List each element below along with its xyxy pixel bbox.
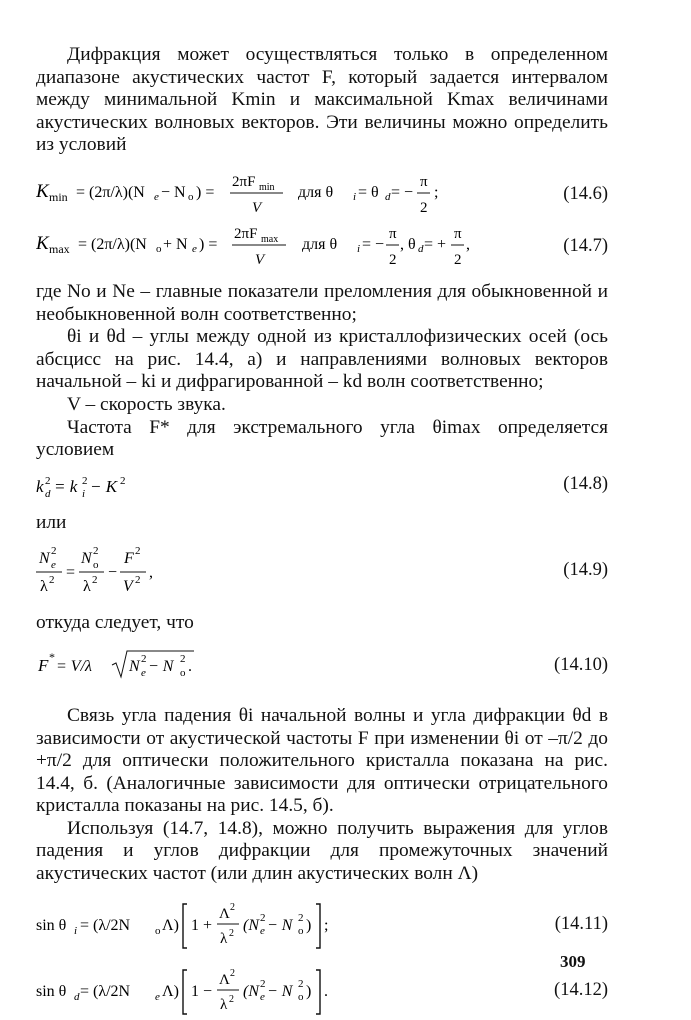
svg-text:= −: = − (362, 235, 385, 253)
paragraph-sound-speed: V – скорость звука. (67, 393, 226, 415)
svg-text:): ) (306, 982, 312, 1000)
svg-text:Λ: Λ (219, 971, 230, 988)
svg-text:2: 2 (298, 977, 304, 990)
svg-text:− N: − N (267, 982, 293, 1000)
svg-text:F: F (38, 655, 49, 675)
svg-text:= θ: = θ (358, 183, 379, 201)
svg-text:N: N (81, 550, 92, 568)
equation-number: (14.7) (563, 235, 608, 256)
svg-text:1 +: 1 + (191, 916, 213, 934)
svg-text:k: k (36, 476, 44, 496)
paragraph-using: Используя (14.7, 14.8), можно получить выражения для углов падения и углов дифракции для промежуточных значений акустических частот (или длин акустических волн Λ) (36, 817, 608, 885)
svg-text:max: max (261, 233, 279, 245)
svg-text:2: 2 (92, 574, 98, 587)
svg-text:) =: ) = (199, 235, 218, 253)
equation-14-6 (36, 169, 608, 215)
svg-text:o: o (155, 924, 161, 937)
svg-text:для θ: для θ (302, 235, 338, 253)
svg-text:e: e (260, 924, 265, 937)
equation-number: (14.6) (563, 183, 608, 204)
svg-text:d: d (418, 242, 424, 255)
paragraph-relation: Связь угла падения θi начальной волны и угла дифракции θd в зависимости от акустической частоты F при изменении θi от –π/2 до +π/2 для оптически положительного кристалла показана на рис. 14.4, б. (Аналогичные зависимости для оптически отрицательного кристалла показаны на рис. 14.5, б). (36, 704, 608, 817)
svg-text:= (λ/2N: = (λ/2N (80, 982, 131, 1000)
equation-number: (14.11) (554, 913, 608, 934)
svg-text:;: ; (434, 183, 439, 201)
svg-text:2: 2 (51, 545, 57, 558)
svg-text:o: o (180, 666, 186, 679)
svg-text:1 −: 1 − (191, 982, 213, 1000)
svg-text:+ N: + N (163, 235, 188, 253)
svg-text:V: V (252, 199, 262, 215)
svg-text:2: 2 (260, 977, 266, 990)
equation-14-6-formula (36, 169, 516, 215)
svg-text:для θ: для θ (298, 183, 334, 201)
equation-number: (14.12) (554, 979, 608, 1000)
svg-text:π: π (420, 173, 428, 190)
svg-text:N: N (39, 550, 50, 568)
svg-text:o: o (156, 242, 162, 255)
svg-text:2: 2 (420, 199, 428, 215)
svg-text:i: i (74, 924, 78, 937)
svg-text:2: 2 (229, 993, 234, 1005)
svg-text:= −: = − (391, 183, 414, 201)
svg-text:− N: − N (148, 657, 174, 675)
svg-text:= V/λ: = V/λ (56, 657, 92, 675)
equation-14-7 (36, 221, 608, 267)
svg-text:N: N (129, 657, 140, 675)
svg-text:2: 2 (229, 927, 234, 939)
equation-14-9-formula (36, 542, 236, 598)
svg-text:e: e (141, 666, 146, 679)
page-number: 309 (560, 952, 586, 971)
paragraph-or: или (36, 511, 67, 533)
svg-text:V: V (255, 251, 265, 267)
svg-text:2πF: 2πF (232, 173, 256, 190)
svg-text:2: 2 (389, 251, 397, 267)
svg-text:,: , (466, 235, 470, 253)
svg-text:min: min (49, 189, 68, 204)
svg-text:= (λ/2N: = (λ/2N (80, 916, 131, 934)
svg-text:2: 2 (93, 545, 99, 558)
svg-text:d: d (385, 190, 391, 203)
svg-text:2: 2 (260, 911, 266, 924)
svg-text:e: e (51, 559, 56, 572)
equation-14-8 (36, 470, 608, 504)
svg-text:2: 2 (141, 652, 147, 665)
svg-text:*: * (49, 649, 55, 664)
svg-text:.: . (324, 982, 328, 1000)
svg-text:=: = (66, 564, 76, 582)
equation-number: (14.10) (554, 654, 608, 675)
svg-text:π: π (454, 225, 462, 242)
svg-text:= k: = k (54, 476, 78, 496)
svg-text:Λ): Λ) (162, 982, 179, 1000)
svg-text:sin θ: sin θ (36, 982, 67, 1000)
equation-14-12 (36, 964, 608, 1020)
svg-text:K: K (36, 180, 49, 202)
svg-text:= +: = + (424, 235, 447, 253)
svg-text:2: 2 (45, 474, 51, 487)
svg-text:2: 2 (135, 574, 141, 587)
svg-text:2: 2 (120, 474, 126, 487)
svg-text:K: K (36, 232, 49, 254)
svg-text:o: o (93, 559, 99, 572)
svg-text:2: 2 (135, 545, 141, 558)
svg-text:o: o (298, 924, 304, 937)
svg-text:o: o (188, 190, 194, 203)
equation-14-8-formula (36, 470, 236, 504)
svg-text:λ: λ (40, 578, 48, 596)
svg-text:,: , (149, 564, 153, 582)
svg-text:2: 2 (230, 901, 235, 913)
svg-text:.: . (188, 657, 192, 675)
paragraph-hence: откуда следует, что (36, 612, 194, 634)
svg-text:(N: (N (243, 982, 259, 1000)
svg-text:λ: λ (83, 578, 91, 596)
svg-text:) =: ) = (196, 183, 215, 201)
svg-text:sin θ: sin θ (36, 916, 67, 934)
svg-text:o: o (298, 990, 304, 1003)
equation-14-12-formula (36, 964, 356, 1020)
svg-text:(N: (N (243, 916, 259, 934)
svg-text:2: 2 (298, 911, 304, 924)
svg-text:− N: − N (267, 916, 293, 934)
paragraph-angles: θi и θd – углы между одной из кристаллофизических осей (ось абсцисс на рис. 14.4, а) и направлениями волновых векторов начальной – ki и дифрагированной – kd волн соответственно; (36, 326, 608, 393)
svg-text:d: d (74, 990, 80, 1003)
paragraph-frequency: Частота F* для экстремального угла θimax определяется условием (36, 416, 608, 461)
svg-text:= (2π/λ)(N: = (2π/λ)(N (76, 183, 145, 201)
svg-text:V: V (123, 578, 133, 596)
svg-text:i: i (353, 190, 357, 203)
svg-text:min: min (259, 181, 275, 193)
svg-text:i: i (82, 487, 86, 500)
equation-14-7-formula (36, 221, 516, 267)
svg-text:λ: λ (220, 930, 228, 947)
svg-text:;: ; (324, 916, 329, 934)
svg-text:− K: − K (90, 476, 118, 496)
equation-number: (14.9) (563, 560, 608, 581)
svg-text:e: e (155, 990, 160, 1003)
svg-text:e: e (260, 990, 265, 1003)
equation-14-11 (36, 898, 608, 954)
svg-text:Λ: Λ (219, 905, 230, 922)
svg-text:2πF: 2πF (234, 225, 258, 242)
svg-text:−: − (108, 564, 118, 582)
svg-text:F: F (124, 550, 134, 568)
svg-text:e: e (154, 190, 159, 203)
svg-text:2: 2 (454, 251, 462, 267)
paragraph-intro: Дифракция может осуществляться только в определенном диапазоне акустических частот F, который задается интервалом между минимальной Kmin и максимальной Kmax величинами акустических волновых векторов. Эти величины можно определить из условий (36, 44, 608, 156)
svg-text:λ: λ (220, 996, 228, 1013)
equation-14-10-formula (36, 645, 276, 685)
equation-14-11-formula (36, 898, 356, 954)
svg-text:− N: − N (161, 183, 186, 201)
svg-text:max: max (49, 241, 70, 256)
page-content (36, 44, 608, 1020)
equation-14-10 (36, 645, 608, 685)
svg-text:): ) (306, 916, 312, 934)
svg-text:, θ: , θ (400, 235, 416, 253)
svg-text:2: 2 (230, 967, 235, 979)
svg-text:= (2π/λ)(N: = (2π/λ)(N (78, 235, 147, 253)
svg-text:Λ): Λ) (162, 916, 179, 934)
svg-text:e: e (192, 242, 197, 255)
svg-text:π: π (389, 225, 397, 242)
equation-number: (14.8) (563, 473, 608, 494)
equation-14-9 (36, 542, 608, 598)
svg-text:2: 2 (49, 574, 55, 587)
svg-text:2: 2 (82, 474, 88, 487)
svg-text:d: d (45, 487, 51, 500)
svg-text:2: 2 (180, 652, 186, 665)
svg-text:i: i (357, 242, 361, 255)
paragraph-where: где No и Ne – главные показатели преломления для обыкновенной и необыкновенной волн соответственно; (36, 280, 608, 325)
